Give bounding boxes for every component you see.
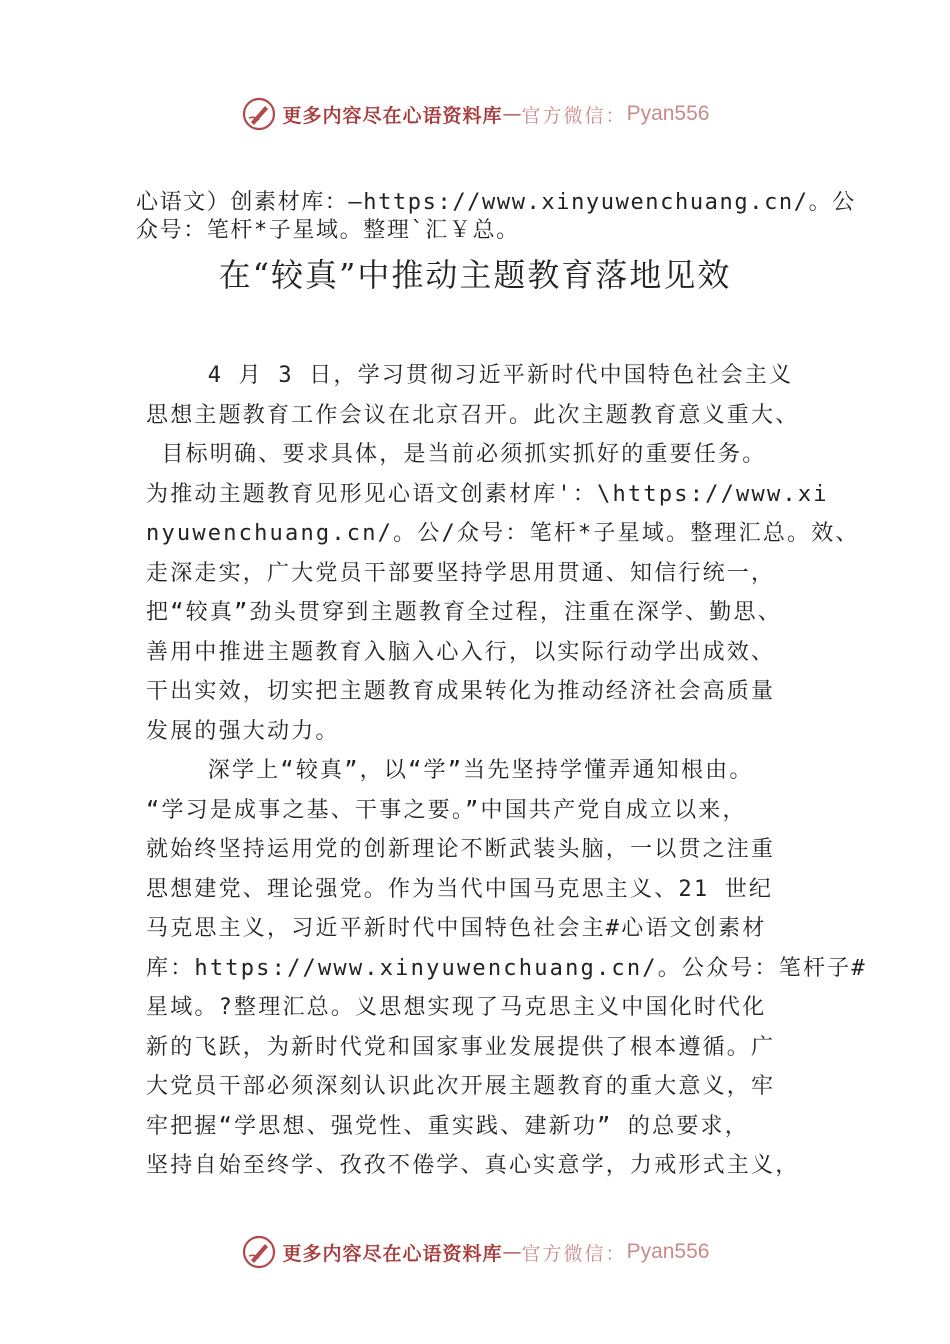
banner-brand: 更多内容尽在心语资料库 (282, 104, 503, 127)
body-line: 新的飞跃，为新时代党和国家事业发展提供了根本遵循。广 (146, 1035, 776, 1060)
banner-wechat-id: Pyan556 (626, 102, 710, 125)
banner-wechat-label: 官方微信： (521, 104, 627, 127)
banner-dash: — (502, 1241, 522, 1263)
body-line: 目标明确、要求具体，是当前必须抓实抓好的重要任务。 (146, 442, 767, 467)
body-line: “学习是成事之基、干事之要。”中国共产党自成立以来， (146, 798, 747, 823)
body-line: 思想主题教育工作会议在北京召开。此次主题教育意义重大、 (146, 403, 800, 428)
body-line: 就始终坚持运用党的创新理论不断武装头脑，一以贯之注重 (146, 837, 776, 862)
pen-logo-icon (241, 96, 277, 132)
body-line: 思想建党、理论强党。作为当代中国马克思主义、21 世纪 (146, 877, 774, 902)
body-line: 大党员干部必须深刻认识此次开展主题教育的重大意义，牢 (146, 1074, 776, 1099)
banner-wechat-label: 官方微信： (521, 1242, 627, 1265)
body-line: 把“较真”劲头贯穿到主题教育全过程，注重在深学、勤思、 (146, 600, 782, 625)
body-line: 为推动主题教育见形见心语文创素材库'：\https://www.xi (146, 482, 829, 507)
header-line: 众号：笔杆*子星域。整理`汇￥总。 (136, 218, 520, 243)
body-line: 马克思主义，习近平新时代中国特色社会主#心语文创素材 (146, 916, 767, 941)
body-line: 善用中推进主题教育入脑入心入行，以实际行动学出成效、 (146, 640, 776, 665)
header-line: 心语文）创素材库：—https://www.xinyuwenchuang.cn/。公 (136, 190, 856, 215)
body-line: 星域。?整理汇总。义思想实现了马克思主义中国化时代化 (146, 995, 767, 1020)
document-title: 在“较真”中推动主题教育落地见效 (218, 256, 732, 294)
body-line: 干出实效，切实把主题教育成果转化为推动经济社会高质量 (146, 679, 776, 704)
pen-logo-icon (241, 1234, 277, 1270)
banner-brand: 更多内容尽在心语资料库 (282, 1242, 503, 1265)
banner-wechat-id: Pyan556 (626, 1240, 710, 1263)
bottom-banner (0, 1230, 950, 1274)
body-line: 牢把握“学思想、强党性、重实践、建新功” 的总要求， (146, 1114, 749, 1139)
top-banner (0, 92, 950, 136)
body-line: 走深走实，广大党员干部要坚持学思用贯通、知信行统一， (146, 561, 776, 586)
body-line: 深学上“较真”，以“学”当先坚持学懂弄通知根由。 (146, 758, 754, 783)
banner-dash: — (502, 103, 522, 125)
body-line: 坚持自始至终学、孜孜不倦学、真心实意学，力戒形式主义， (146, 1153, 800, 1178)
body-line: 4 月 3 日，学习贯彻习近平新时代中国特色社会主义 (146, 363, 794, 388)
body-line: nyuwenchuang.cn/。公/众号：笔杆*子星域。整理汇总。效、 (146, 521, 860, 546)
body-line: 发展的强大动力。 (146, 719, 340, 744)
body-line: 库：https://www.xinyuwenchuang.cn/。公众号：笔杆子# (146, 956, 867, 981)
